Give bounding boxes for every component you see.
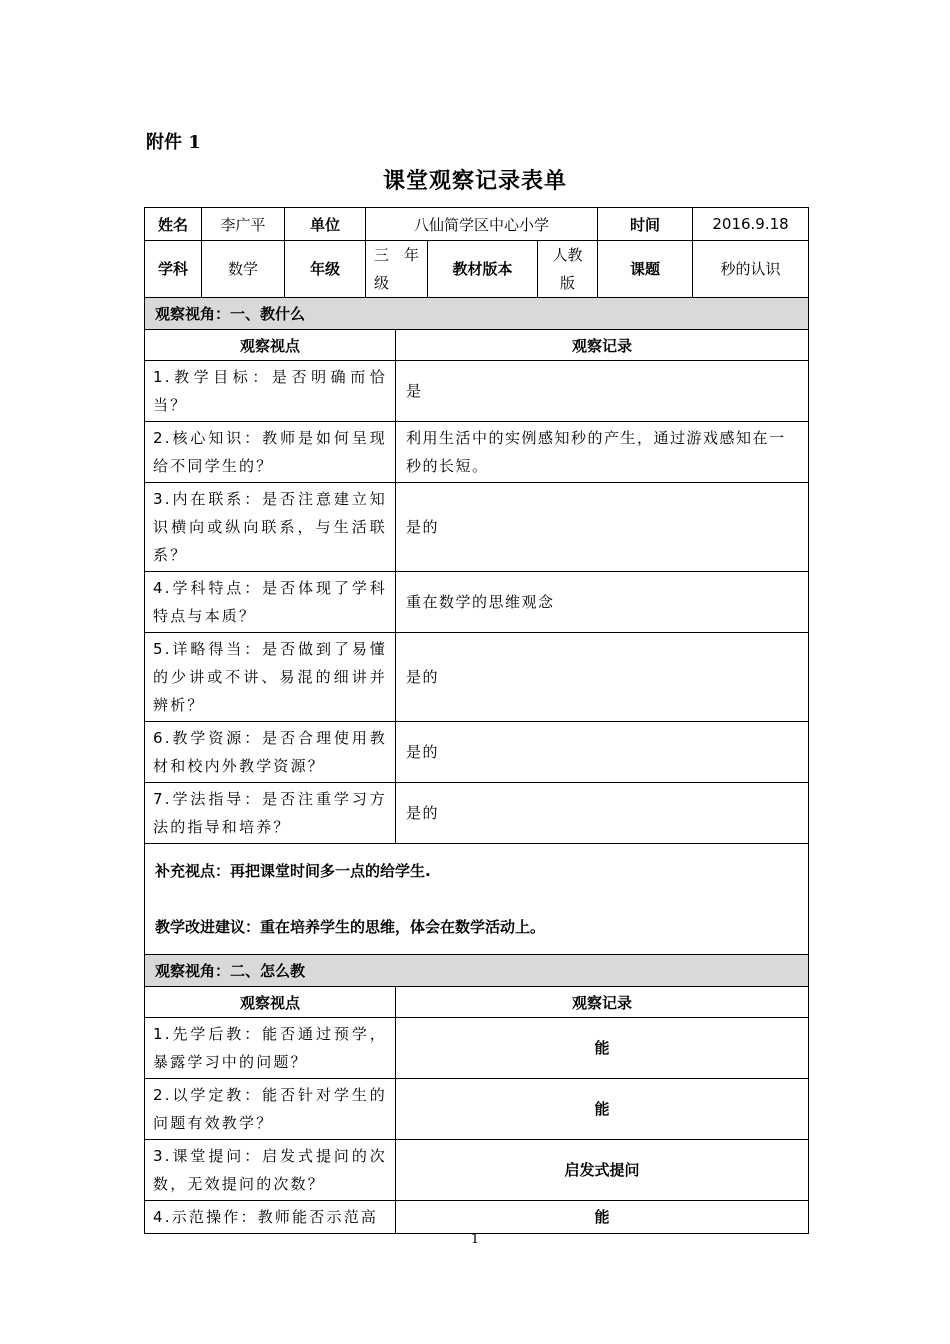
table-row (145, 361, 809, 422)
observation-point: 6.教学资源：是否合理使用教材和校内外教学资源？ (145, 722, 396, 783)
grade-value-part2: 年 (403, 246, 419, 264)
page-number: 1 (470, 1232, 480, 1247)
subject-value: 数学 (202, 241, 285, 298)
info-table (144, 207, 809, 298)
table-row (145, 483, 809, 572)
subject-label: 学科 (145, 241, 202, 298)
observation-table (144, 297, 809, 1234)
grade-value-part3: 级 (374, 274, 390, 292)
name-label: 姓名 (145, 208, 202, 241)
table-row (145, 1018, 809, 1079)
observation-point: 4.学科特点：是否体现了学科特点与本质？ (145, 572, 396, 633)
section-1-header (145, 298, 809, 330)
supplement-text: 补充视点：再把课堂时间多一点的给学生. (155, 862, 431, 880)
table-row (145, 783, 809, 844)
observation-record: 是的 (396, 722, 809, 783)
observation-record: 重在数学的思维观念 (396, 572, 809, 633)
edition-value-line2: 版 (560, 274, 576, 292)
grade-label: 年级 (285, 241, 366, 298)
table-row (145, 633, 809, 722)
observation-point: 3.内在联系：是否注意建立知识横向或纵向联系，与生活联系？ (145, 483, 396, 572)
time-label: 时间 (598, 208, 693, 241)
col-record-header: 观察记录 (396, 330, 809, 361)
unit-label: 单位 (285, 208, 366, 241)
unit-value: 八仙简学区中心小学 (366, 208, 598, 241)
observation-record: 是的 (396, 783, 809, 844)
improvement-text: 教学改进建议：重在培养学生的思维，体会在数学活动上。 (155, 918, 546, 936)
table-row (145, 572, 809, 633)
grade-value (366, 241, 428, 298)
grade-value-part1: 三 (374, 246, 390, 264)
observation-point: 5.详略得当：是否做到了易懂的少讲或不讲、易混的细讲并辨析？ (145, 633, 396, 722)
page-title: 课堂观察记录表单 (382, 169, 567, 194)
supplement-row (145, 844, 809, 955)
topic-label: 课题 (598, 241, 693, 298)
name-value: 李广平 (202, 208, 285, 241)
observation-point: 7.学法指导：是否注重学习方法的指导和培养？ (145, 783, 396, 844)
table-row (145, 1079, 809, 1140)
section-2-header (145, 955, 809, 987)
col-record-header: 观察记录 (396, 987, 809, 1018)
observation-point: 1.教学目标：是否明确而恰当？ (145, 361, 396, 422)
edition-label: 教材版本 (428, 241, 538, 298)
observation-point: 4.示范操作：教师能否示范高 (145, 1201, 396, 1234)
table-row (145, 422, 809, 483)
table-row (145, 722, 809, 783)
section-2-title: 观察视角：二、怎么教 (145, 955, 809, 987)
attachment-label: 附件 1 (146, 132, 201, 153)
observation-point: 3.课堂提问：启发式提问的次数，无效提问的次数？ (145, 1140, 396, 1201)
observation-record: 是 (396, 361, 809, 422)
observation-record: 是的 (396, 633, 809, 722)
observation-record: 能 (396, 1201, 809, 1234)
observation-record: 启发式提问 (396, 1140, 809, 1201)
time-value: 2016.9.18 (693, 208, 809, 241)
observation-record: 是的 (396, 483, 809, 572)
observation-record: 能 (396, 1018, 809, 1079)
col-point-header: 观察视点 (145, 330, 396, 361)
table-row (145, 1140, 809, 1201)
edition-value (538, 241, 598, 298)
col-point-header: 观察视点 (145, 987, 396, 1018)
edition-value-line1: 人教 (552, 246, 583, 264)
table-row (145, 1201, 809, 1234)
section-2-column-header (145, 987, 809, 1018)
observation-point: 2.核心知识：教师是如何呈现给不同学生的？ (145, 422, 396, 483)
section-1-title: 观察视角：一、教什么 (145, 298, 809, 330)
observation-record: 能 (396, 1079, 809, 1140)
observation-point: 1.先学后教：能否通过预学，暴露学习中的问题？ (145, 1018, 396, 1079)
topic-value: 秒的认识 (693, 241, 809, 298)
info-row-1 (145, 208, 809, 241)
section-1-column-header (145, 330, 809, 361)
observation-point: 2.以学定教：能否针对学生的问题有效教学？ (145, 1079, 396, 1140)
supplement-cell (145, 844, 809, 955)
info-row-2 (145, 241, 809, 298)
observation-record: 利用生活中的实例感知秒的产生，通过游戏感知在一秒的长短。 (396, 422, 809, 483)
